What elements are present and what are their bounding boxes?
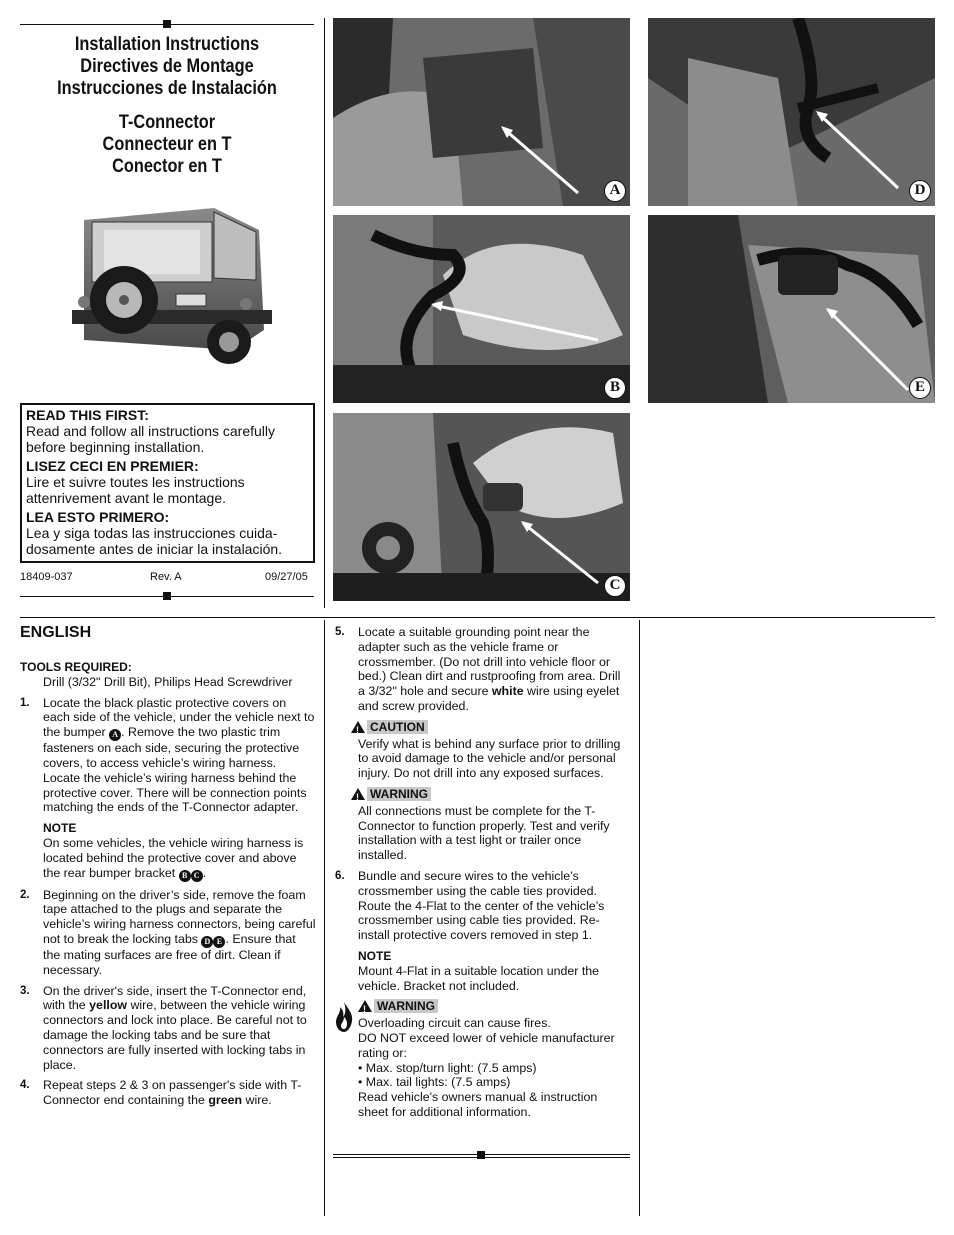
fire-warning-bullet-1: • Max. stop/turn light: (7.5 amps): [358, 1060, 537, 1075]
part-number: 18409-037: [20, 571, 73, 583]
read-first-heading-es: LEA ESTO PRIMERO:: [26, 509, 170, 525]
step-6-text: Bundle and secure wires to the vehicle’s crossmember using the cable ties provided. Route the 4-Flat to the center of the vehicle’s crossmember using cable ties provided. Re-install protective covers removed in step 1.: [358, 868, 605, 943]
fire-warning-block: [335, 999, 625, 1119]
step-6-note: [335, 949, 625, 993]
step-2-text: Beginning on the driver’s side, remove the foam tape attached to the plugs and separate the vehicle’s wiring harness connectors, being careful not to break the locking tabs: [43, 887, 316, 946]
title-fr: Directives de Montage: [80, 56, 254, 77]
step-6: [335, 869, 625, 943]
step-3-wire-color: yellow: [89, 998, 128, 1013]
title-es: Instrucciones de Instalación: [57, 78, 277, 99]
fire-warning-triangle-icon: [358, 1000, 372, 1012]
photo-e: [648, 215, 935, 403]
step-3-number: 3.: [20, 984, 30, 997]
warning-label: WARNING: [367, 787, 431, 801]
ref-c-icon: C: [191, 870, 203, 882]
section-rule: [20, 617, 935, 618]
fire-warning-bullet-2: • Max. tail lights: (7.5 amps): [358, 1075, 511, 1090]
step-5-text-b: wire using eyelet and screw provided.: [358, 684, 620, 713]
read-first-body-en: Read and follow all instructions carefully before beginning installation.: [26, 423, 276, 455]
step-1-text: Locate the black plastic protective covers on each side of the vehicle, under the vehicle next to the bumper: [43, 695, 315, 740]
ref-b-icon: B: [179, 870, 191, 882]
photo-d-label: D: [909, 180, 931, 202]
read-first-box: [20, 403, 315, 563]
photo-c-label: C: [604, 575, 626, 597]
step-4-number: 4.: [20, 1079, 30, 1092]
section-heading: ENGLISH: [20, 624, 92, 641]
fire-warning-label: WARNING: [374, 999, 438, 1013]
tools-list: Drill (3/32" Drill Bit), Philips Head Screwdriver: [43, 674, 293, 689]
photo-b: [333, 215, 630, 403]
step-2: [20, 888, 316, 978]
revision: Rev. A: [150, 571, 182, 583]
read-first-heading-fr: LISEZ CECI EN PREMIER:: [26, 458, 199, 474]
ref-d-icon: D: [201, 936, 213, 948]
column-divider-right: [639, 620, 640, 1216]
step-5-number: 5.: [335, 626, 345, 638]
step-4-text: Repeat steps 2 & 3 on passenger's side with T-Connector end containing the: [43, 1078, 302, 1108]
instructions-column-1: [20, 660, 316, 1114]
product-es: Conector en T: [112, 156, 222, 177]
ref-e-icon: E: [213, 936, 225, 948]
step-5: [335, 625, 625, 714]
product-en: T-Connector: [118, 112, 216, 133]
photo-b-label: B: [604, 377, 626, 399]
fire-warning-line-2: DO NOT exceed lower of vehicle manufacturer rating or:: [358, 1030, 615, 1060]
step-5-text: Locate a suitable grounding point near the adapter such as the vehicle frame or crossmember. (Do not drill into vehicle floor or bed.) Clean dirt and rustproofing from area. Drill a 3/32" hole and secure: [358, 625, 621, 699]
step-1-note-heading: NOTE: [43, 821, 77, 836]
photo-a: [333, 18, 630, 206]
column-divider-top: [324, 18, 325, 608]
title-en: Installation Instructions: [74, 34, 260, 55]
step-6-number: 6.: [335, 869, 345, 882]
step-2-text-b: . Ensure that the mating surfaces are free of dirt. Clean if necessary.: [43, 931, 296, 977]
caution-block: [335, 720, 625, 781]
product-fr: Connecteur en T: [102, 134, 232, 155]
step-2-number: 2.: [20, 888, 30, 901]
step-1-text-b: . Remove the two plastic trim fasteners on each side, securing the protective covers, to access vehicle’s wiring harness. Locate the vehicle’s wiring harness behind the protective cover. There will be connection points matching the ends of the T-Connector adapter.: [43, 725, 307, 815]
photo-e-label: E: [909, 377, 931, 399]
caution-label: CAUTION: [367, 720, 428, 734]
step-3: [20, 984, 316, 1073]
read-first-body-fr: Lire et suivre toutes les instructions attenrivement avant le montage.: [26, 474, 245, 506]
step-6-note-heading: NOTE: [358, 948, 392, 963]
photo-d: [648, 18, 935, 206]
top-marker: [163, 20, 171, 28]
ref-a-icon: A: [109, 729, 121, 741]
warning-body: All connections must be complete for the T-Connector to function properly. Test and verify installation with a test light or trailer once installed.: [358, 803, 610, 863]
step-6-note-body: Mount 4-Flat in a suitable location under the vehicle. Bracket not included.: [358, 963, 600, 993]
tools-heading: TOOLS REQUIRED:: [20, 660, 132, 674]
step-4-text-b: wire.: [245, 1093, 272, 1108]
fire-warning-line-3: Read vehicle's owners manual & instruction sheet for additional information.: [358, 1090, 598, 1119]
step-5-wire-color: white: [491, 684, 524, 699]
instructions-column-2: [335, 625, 625, 1120]
warning-triangle-icon: [351, 788, 365, 800]
warning-block: [335, 787, 625, 863]
date: 09/27/05: [265, 571, 308, 583]
photo-c: [333, 413, 630, 601]
step-1: [20, 696, 316, 816]
header-bottom-marker: [163, 592, 171, 600]
caution-alert: [351, 720, 428, 734]
step-1-note: [20, 821, 316, 881]
column-divider-left: [324, 620, 325, 1216]
title-block: [41, 34, 294, 178]
flame-icon: [334, 1001, 354, 1033]
vehicle-photo: [64, 200, 274, 370]
read-first-heading-en: READ THIS FIRST:: [26, 407, 149, 423]
fire-warning-alert: [358, 999, 438, 1013]
step-1-note-body: On some vehicles, the vehicle wiring harness is located behind the protective cover and above the rear bumper bracket: [43, 835, 304, 880]
caution-triangle-icon: [351, 721, 365, 733]
step-3-text: On the driver's side, insert the T-Connector end, with the: [43, 983, 307, 1013]
step-4-wire-color: green: [208, 1093, 243, 1108]
photo-a-label: A: [604, 180, 626, 202]
step-1-number: 1.: [20, 696, 30, 709]
read-first-body-es: Lea y siga todas las instrucciones cuida- dosamente antes de iniciar la instalación.: [26, 525, 283, 557]
warning-alert: [351, 787, 431, 801]
column-2-bottom-marker: [477, 1151, 485, 1159]
step-1-note-end: .: [202, 865, 207, 880]
step-4: [20, 1078, 316, 1108]
fire-warning-line-1: Overloading circuit can cause fires.: [358, 1016, 551, 1031]
step-3-text-b: wire, between the vehicle wiring connectors and lock into place. Be careful not to damage the locking tabs and be sure that connectors are fully inserted with locking tabs in place.: [43, 998, 307, 1072]
caution-body: Verify what is behind any surface prior to drilling to avoid damage to the vehicle and/or personal injury. Do not drill into any exposed surfaces.: [358, 736, 621, 781]
